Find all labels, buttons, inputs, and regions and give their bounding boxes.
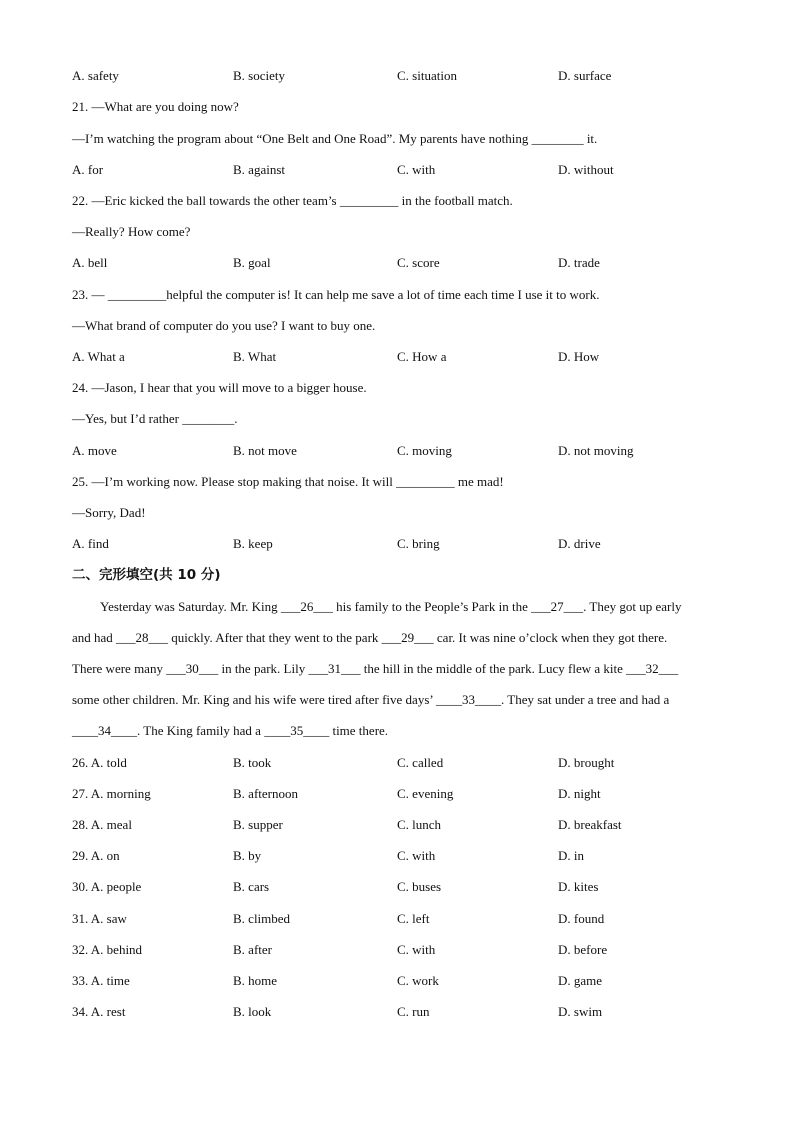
passage-text: some other children. Mr. King and his wife were tired after five days’ xyxy=(72,692,436,707)
option-d: D. surface xyxy=(558,68,612,83)
option-a: A. find xyxy=(72,536,109,551)
option-b: B. What xyxy=(233,349,277,364)
option-a: 33. A. time xyxy=(72,973,130,988)
option-c: C. with xyxy=(397,162,436,177)
option-d: D. brought xyxy=(558,755,615,770)
section-heading: 二、完形填空(共 10 分) xyxy=(72,567,221,583)
passage-text: and had xyxy=(72,630,117,645)
passage-text: . The King family had a xyxy=(137,723,265,738)
option-d: D. without xyxy=(558,162,614,177)
option-c: C. moving xyxy=(397,443,452,458)
option-c: C. left xyxy=(397,911,430,926)
blank-29: ___29___ xyxy=(381,630,434,645)
option-d: D. swim xyxy=(558,1004,603,1019)
blank-26: ___26___ xyxy=(280,599,333,614)
option-c: C. situation xyxy=(397,68,457,83)
question-line: —What brand of computer do you use? I want to buy one. xyxy=(72,318,376,333)
blank-32: ___32___ xyxy=(626,661,679,676)
option-c: C. bring xyxy=(397,536,440,551)
option-d: D. before xyxy=(558,942,608,957)
question-line: —Yes, but I’d rather ________. xyxy=(72,411,238,426)
passage-line xyxy=(72,629,722,647)
passage-text: . They got up early xyxy=(583,599,682,614)
option-d: D. breakfast xyxy=(558,817,622,832)
blank-34: ____34____ xyxy=(72,723,137,738)
question-line: 23. — _________helpful the computer is! It can help me save a lot of time each time I use it to work. xyxy=(72,287,600,302)
question-line: —Sorry, Dad! xyxy=(72,505,146,520)
option-c: C. evening xyxy=(397,786,454,801)
option-b: B. society xyxy=(233,68,285,83)
blank-28: ___28___ xyxy=(116,630,169,645)
option-b: B. cars xyxy=(233,879,270,894)
passage-text: in the park. Lily xyxy=(218,661,309,676)
passage-text: his family to the People’s Park in the xyxy=(332,599,532,614)
option-b: B. by xyxy=(233,848,262,863)
option-c: C. How a xyxy=(397,349,447,364)
option-a: A. for xyxy=(72,162,104,177)
option-a: 32. A. behind xyxy=(72,942,143,957)
option-d: D. drive xyxy=(558,536,601,551)
option-a: 34. A. rest xyxy=(72,1004,126,1019)
question-line: 22. —Eric kicked the ball towards the other team’s _________ in the football match. xyxy=(72,193,513,208)
option-d: D. found xyxy=(558,911,605,926)
passage-text: Yesterday was Saturday. Mr. King xyxy=(100,599,281,614)
passage-line xyxy=(72,598,722,616)
passage-line xyxy=(72,691,722,709)
question-line: 24. —Jason, I hear that you will move to a bigger house. xyxy=(72,380,367,395)
option-b: B. goal xyxy=(233,255,271,270)
blank-35: ____35____ xyxy=(264,723,330,738)
option-a: 31. A. saw xyxy=(72,911,127,926)
option-a: 28. A. meal xyxy=(72,817,132,832)
question-line: —Really? How come? xyxy=(72,224,191,239)
question-line: 21. —What are you doing now? xyxy=(72,99,239,114)
blank-33: ____33____ xyxy=(436,692,501,707)
passage-text: quickly. After that they went to the park xyxy=(168,630,382,645)
passage-line xyxy=(72,660,722,678)
option-a: 29. A. on xyxy=(72,848,120,863)
option-d: D. night xyxy=(558,786,601,801)
passage-text: car. It was nine o’clock when they got there. xyxy=(433,630,668,645)
option-b: B. supper xyxy=(233,817,283,832)
option-a: 30. A. people xyxy=(72,879,142,894)
option-b: B. home xyxy=(233,973,278,988)
passage-text: . They sat under a tree and had a xyxy=(501,692,670,707)
blank-27: ___27___ xyxy=(531,599,584,614)
blank-31: ___31___ xyxy=(308,661,361,676)
option-b: B. look xyxy=(233,1004,272,1019)
passage-text: time there. xyxy=(329,723,389,738)
option-c: C. lunch xyxy=(397,817,442,832)
option-c: C. with xyxy=(397,848,436,863)
passage-text: the hill in the middle of the park. Lucy flew a kite xyxy=(360,661,627,676)
option-a: A. What a xyxy=(72,349,125,364)
option-b: B. after xyxy=(233,942,272,957)
option-a: A. move xyxy=(72,443,117,458)
option-b: B. climbed xyxy=(233,911,291,926)
option-b: B. against xyxy=(233,162,285,177)
option-d: D. trade xyxy=(558,255,600,270)
option-c: C. run xyxy=(397,1004,430,1019)
question-line: —I’m watching the program about “One Belt and One Road”. My parents have nothing ________ it. xyxy=(72,131,598,146)
option-c: C. work xyxy=(397,973,439,988)
option-d: D. in xyxy=(558,848,584,863)
option-c: C. score xyxy=(397,255,440,270)
option-a: A. bell xyxy=(72,255,108,270)
option-b: B. took xyxy=(233,755,272,770)
option-d: D. kites xyxy=(558,879,599,894)
option-b: B. not move xyxy=(233,443,297,458)
option-b: B. afternoon xyxy=(233,786,298,801)
passage-line xyxy=(72,722,722,740)
option-a: A. safety xyxy=(72,68,119,83)
option-d: D. not moving xyxy=(558,443,634,458)
option-d: D. How xyxy=(558,349,600,364)
option-c: C. called xyxy=(397,755,444,770)
option-a: 26. A. told xyxy=(72,755,127,770)
option-b: B. keep xyxy=(233,536,273,551)
question-line: 25. —I’m working now. Please stop making that noise. It will _________ me mad! xyxy=(72,474,504,489)
option-c: C. buses xyxy=(397,879,442,894)
blank-30: ___30___ xyxy=(166,661,219,676)
option-d: D. game xyxy=(558,973,603,988)
option-c: C. with xyxy=(397,942,436,957)
passage-text: There were many xyxy=(72,661,167,676)
option-a: 27. A. morning xyxy=(72,786,151,801)
